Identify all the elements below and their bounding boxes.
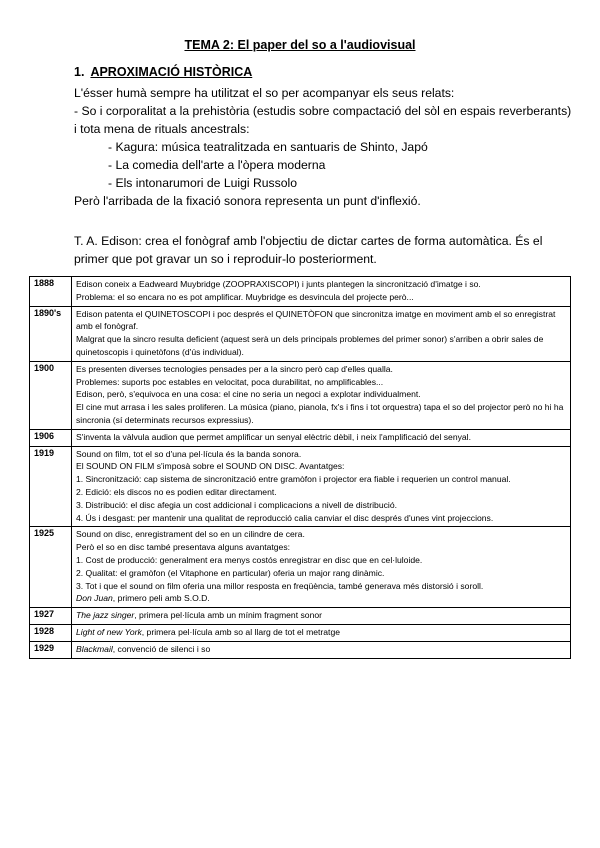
timeline-table <box>29 276 571 659</box>
timeline-year: 1900 <box>30 361 72 429</box>
timeline-line: Edison patenta el QUINETOSCOPI i poc després el QUINETÒFON que sincronitza imatge en moviment amb el so enregistrat amb el fonògraf. <box>76 308 556 332</box>
timeline-line <box>76 609 566 622</box>
timeline-line: Edison coneix a Eadweard Muybridge (ZOOPRAXISCOPI) i junts plantegen la sincronització d'imatge i so. <box>76 279 481 289</box>
timeline-description <box>72 624 571 641</box>
timeline-line: 4. Ús i desgast: per mantenir una qualitat de reproducció calia canviar el disc després d'unes vint projeccions. <box>76 512 494 523</box>
timeline-row <box>30 429 571 446</box>
film-note: , primera pel·lícula amb so al llarg de tot el metratge <box>141 626 341 637</box>
section-heading <box>74 65 252 79</box>
timeline-line: Malgrat que la sincro resulta deficient (aquest serà un dels principals problemes del primer sonor) s'arriben a obrir sales de quinetoscopis i quinetòfons (d'ús individual). <box>76 334 544 357</box>
timeline-year: 1906 <box>30 429 72 446</box>
example-item: - La comedia dell'arte a l'òpera moderna <box>108 158 326 172</box>
timeline-year: 1890's <box>30 306 72 361</box>
timeline-line: Problemes: suports poc estables en velocitat, poca durabilitat, no amplificables... <box>76 376 384 387</box>
example-item: - Kagura: música teatralitzada en santuaris de Shinto, Japó <box>108 140 428 154</box>
timeline-line: Sound on disc, enregistrament del so en un cilindre de cera. <box>76 529 305 540</box>
timeline-year: 1925 <box>30 527 72 608</box>
timeline-line <box>76 643 566 656</box>
timeline-year: 1919 <box>30 446 72 527</box>
intro-line: - So i corporalitat a la prehistòria (estudis sobre compactació del sòl en espais reverberants) <box>74 104 572 118</box>
timeline-line: Problema: el so encara no es pot amplificar. Muybridge es desvincula del projecte però... <box>76 291 414 302</box>
timeline-row <box>30 624 571 641</box>
timeline-description <box>72 306 571 361</box>
timeline-row <box>30 608 571 625</box>
section-number: 1. <box>74 65 85 79</box>
intro-line: L'ésser humà sempre ha utilitzat el so per acompanyar els seus relats: <box>74 86 455 100</box>
film-note: , primero peli amb S.O.D. <box>112 593 210 604</box>
timeline-line: El SOUND ON FILM s'imposà sobre el SOUND ON DISC. Avantatges: <box>76 461 345 472</box>
timeline-description <box>72 527 571 608</box>
timeline-description <box>72 277 571 307</box>
timeline-line: 3. Tot i que el sound on film oferia una millor resposta en freqüència, també generava més distorsió i soroll. <box>76 580 484 591</box>
film-note: , convenció de silenci i so <box>112 643 211 654</box>
timeline-line: Però el so en disc també presentava alguns avantatges: <box>76 542 291 553</box>
edison-text: T. A. Edison: crea el fonògraf amb l'objectiu de dictar cartes de forma automàtica. És el primer que pot gravar un so i reproduir-lo posteriorment. <box>74 234 543 266</box>
timeline-line: 2. Qualitat: el gramòfon (el Vitaphone en particular) oferia un major rang dinàmic. <box>76 567 385 578</box>
timeline-year: 1927 <box>30 608 72 625</box>
edison-paragraph <box>74 232 574 268</box>
timeline-year: 1929 <box>30 641 72 658</box>
timeline-row <box>30 277 571 307</box>
timeline-row <box>30 306 571 361</box>
timeline-line: S'inventa la vàlvula audion que permet amplificar un senyal elèctric dèbil, i neix l'amplificació del senyal. <box>76 431 471 442</box>
timeline-line: 1. Sincronització: cap sistema de sincronització entre gramòfon i projector era fiable i requerien un control manual. <box>76 474 511 485</box>
timeline-year: 1928 <box>30 624 72 641</box>
timeline-line: Sound on film, tot el so d'una pel·lícula és la banda sonora. <box>76 448 302 459</box>
timeline-description <box>72 429 571 446</box>
timeline-line: El cine mut arrasa i les sales proliferen. La música (piano, pianola, fx's i fins i tot orquestra) tapa el so del projector però no hi ha sincronia (sí determinats recursos expressius). <box>76 402 564 425</box>
timeline-line <box>76 626 566 639</box>
timeline-line: 2. Edició: els discos no es podien editar directament. <box>76 486 277 497</box>
film-title: Blackmail <box>76 643 113 654</box>
example-item: - Els intonarumori de Luigi Russolo <box>108 176 297 190</box>
timeline-description <box>72 446 571 527</box>
section-title: APROXIMACIÓ HISTÒRICA <box>90 65 253 79</box>
timeline-description <box>72 608 571 625</box>
timeline-line: Es presenten diverses tecnologies pensades per a la sincro però cap d'elles qualla. <box>76 363 393 374</box>
timeline-row <box>30 361 571 429</box>
timeline-year: 1888 <box>30 277 72 307</box>
intro-block <box>74 84 574 210</box>
timeline-row <box>30 446 571 527</box>
timeline-line <box>76 592 566 605</box>
film-title: Light of new York <box>76 626 142 637</box>
timeline-line: Edison, però, s'equivoca en una cosa: el cine no seria un negoci a explotar individualment. <box>76 389 421 400</box>
timeline-row <box>30 641 571 658</box>
intro-line: i tota mena de rituals ancestrals: <box>74 122 250 136</box>
timeline-line: 1. Cost de producció: generalment era menys costós enregistrar en disc que en cel·luloide. <box>76 554 423 565</box>
film-title: The jazz singer <box>76 610 135 621</box>
timeline-line: 3. Distribució: el disc afegia un cost addicional i complicacions a nivell de distribució. <box>76 499 397 510</box>
timeline-description <box>72 361 571 429</box>
document-title: TEMA 2: El paper del so a l'audiovisual <box>184 38 416 52</box>
timeline-description <box>72 641 571 658</box>
fixation-line: Però l'arribada de la fixació sonora representa un punt d'inflexió. <box>74 194 421 208</box>
film-note: , primera pel·lícula amb un mínim fragment sonor <box>134 610 322 621</box>
film-title: Don Juan <box>76 593 113 604</box>
timeline-row <box>30 527 571 608</box>
